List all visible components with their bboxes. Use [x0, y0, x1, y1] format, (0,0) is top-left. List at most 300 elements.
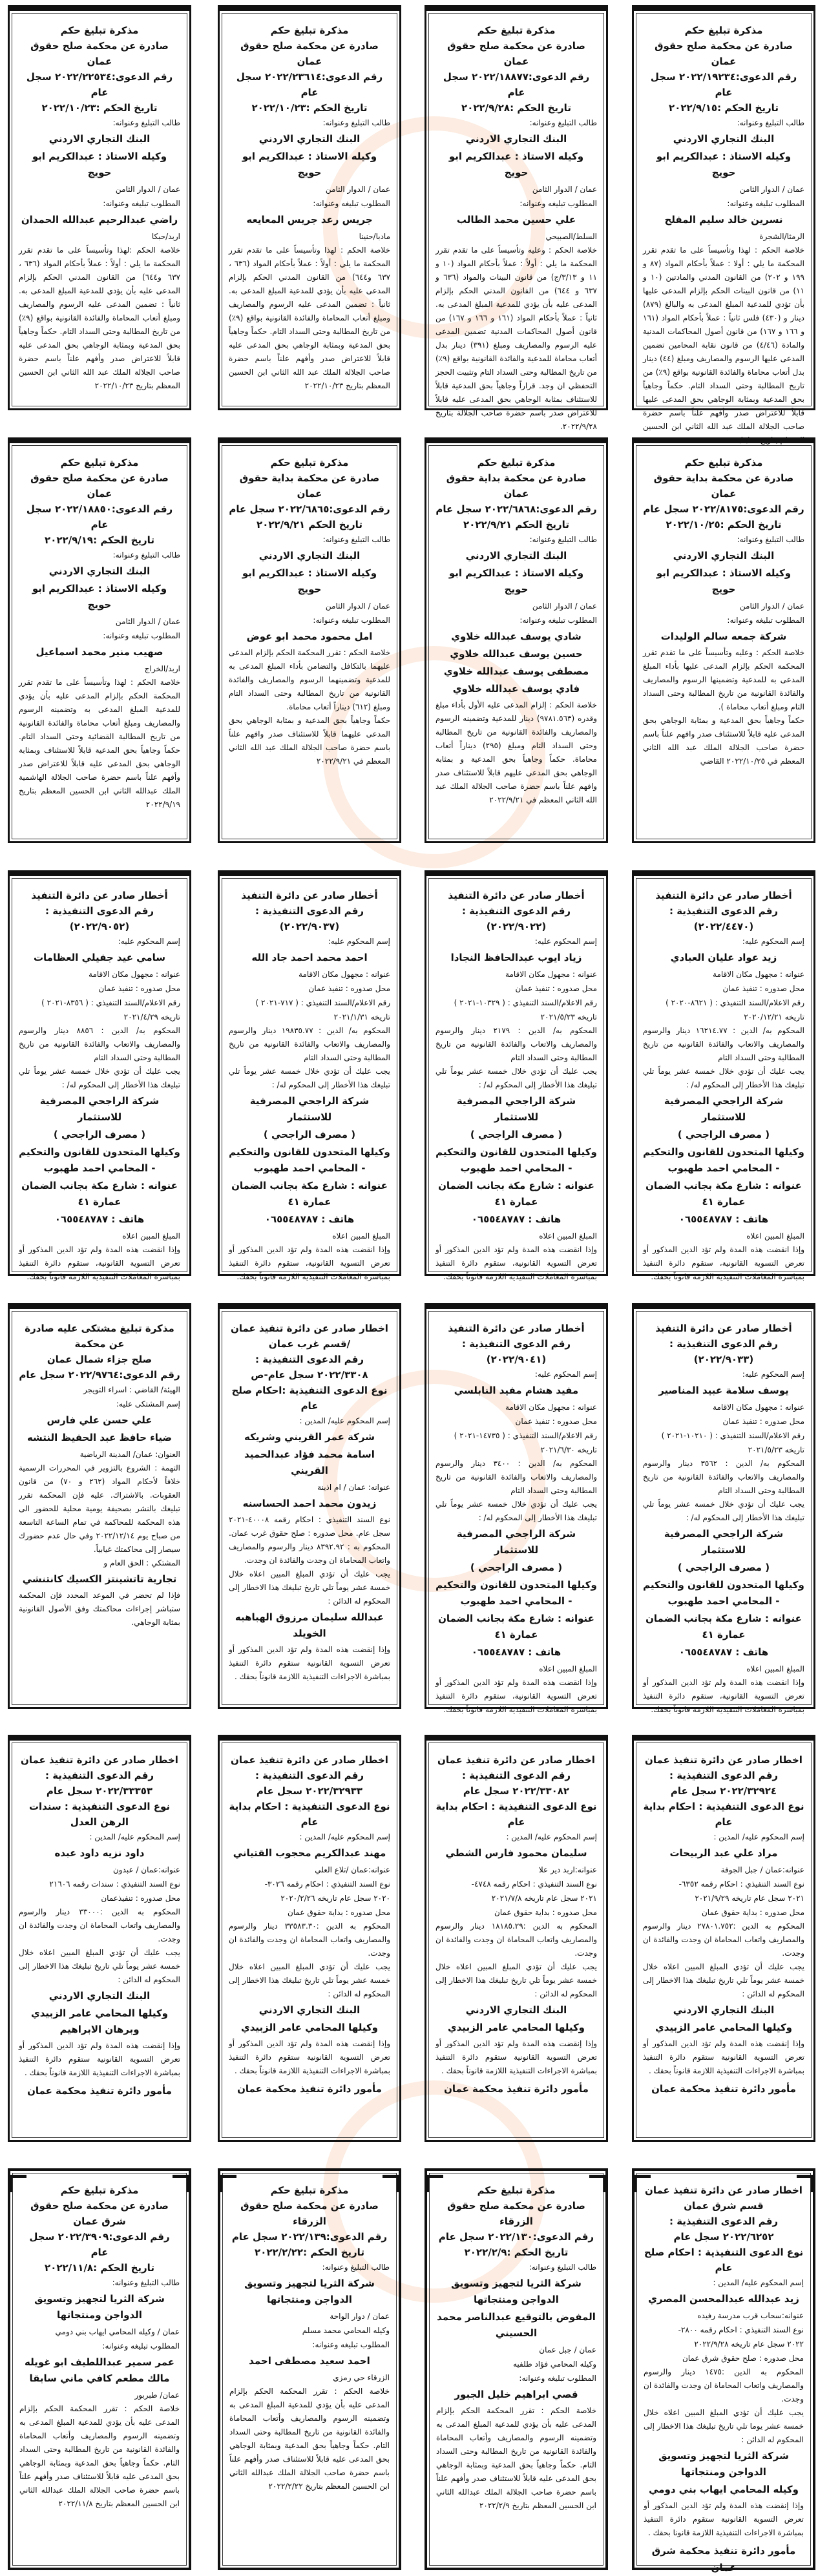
notice-paragraph: المحكوم به/ الدين : ١٦٢١٤.٧٧ دينار والرسوم والمصاريف والاتعاب والفائدة القانونية من تاريخ المطالبة وحتى السداد التام — [643, 1026, 804, 1062]
notice-paragraph: نوع السند التنفيذي : احكام رقمه ٤٠٠٠٨-٢٠٢١ سجل عام. محل صدوره : صلح حقوق غرب عمان. المحكوم به : ٨٣٩٢.٩٢ دينار والرسوم والمصاريف واتعاب المحاماة ان وجدت والفائدة ان وجدت. — [229, 1515, 390, 1565]
notice-paragraph: وإذا إنقضت هذه المدة ولم تؤد الدين المذكور أو تعرض التسوية القانونية ستقوم دائرة التنفيذ بمباشرة الاجراءات التنفيذية اللازمة قانوناً بحقك . — [229, 2039, 390, 2075]
notice-paragraph: حكماً وجاهياً بحق المدعية و بمثابة الوجاهي بحق المدعى عليهما قابلاً للاستئناف صدر وافهم علناً باسم حضرة صاحب الجلالة الملك عبد الله الثاني المعظم في ٢٠٢٢/٩/٢١ — [229, 716, 390, 766]
notice-paragraph: يجب عليك أن تؤدي المبلغ المبين اعلاه خلال خمسة عشر يوماً تلي تاريخ تبليغك هذا الاخطار إلى المحكوم له الدائن : — [229, 1962, 390, 1998]
field-label: إسم المحكوم عليه: — [742, 1370, 804, 1379]
party-name: شركة الراجحي المصرفية للاستثمار — [456, 1528, 576, 1556]
field-label: تاريخه ٢٠٢١/٥/٢٣ — [748, 1445, 804, 1454]
notice-paragraph: وإذا انقضت هذه المدة ولم تؤد الدين المذكور أو تعرض التسوية القانونية، ستقوم دائرة التنفيذ بمباشرة المعاملات التنفيذية اللازمة قانوناً بحقك. — [435, 1678, 597, 1714]
field-label: تاريخه ٢٠٢١/٥/٢٣ — [540, 1012, 597, 1021]
party-name: فادي يوسف عبدالله خلاوي — [452, 683, 580, 695]
notice-signature: مأمور دائرة تنفيذ محكمة عمان — [237, 2083, 382, 2095]
notice-heading: مذكرة تبليغ حكم — [684, 25, 763, 36]
notice-frame — [12, 445, 187, 839]
field-label: ٢٠٢٠ سجل عام تاريخه ٢٠٢٠/٢/٢٦ — [280, 1894, 390, 1903]
legal-notice — [8, 2168, 191, 2570]
party-name: جريس رعد جريس المعايعه — [246, 214, 373, 225]
notice-heading: اخطار صادر عن دائرة تنفيذ عمان — [231, 1754, 388, 1766]
field-label: إسم المحكوم عليه/ المدين : — [713, 2278, 804, 2287]
notice-frame — [636, 445, 812, 839]
field-label: محل صدوره : بداية حقوق عمان — [701, 1908, 804, 1917]
notice-heading: رقم الدعوى التنفيذية : — [461, 905, 571, 917]
notice-paragraph: المحكوم به الدين :٣٣٠٠٠ دينار والرسوم والمصاريف واتعاب المحاماة ان وجدت والفائدة ان وجدت. — [19, 1907, 180, 1943]
notice-heading: قسم شرق عمان — [684, 2200, 764, 2212]
party-name: داود نزيه داود عبده — [54, 1847, 145, 1859]
field-label: المطلوب تبليغه وعنوانه: — [519, 2374, 596, 2383]
party-name: البنك التجاري الاردني — [465, 550, 567, 561]
field-label: ٢٠٢١ سجل عام تاريخه ٢٠٢١/٧/٨ — [491, 1894, 597, 1903]
notice-heading: رقم الدعوى:٢٠٢٢/٣٩٠٩ سجل عام — [29, 2231, 170, 2258]
party-name: علي حسن علي فارس — [47, 1414, 152, 1426]
notice-paragraph: وإذا انقضت هذه المدة ولم تؤد الدين المذكور أو تعرض التسوية القانونية، ستقوم دائرة التنفيذ بمباشرة المعاملات التنفيذية اللازمة قانوناً بحقك. — [643, 1245, 804, 1281]
party-name: عنوانه : شارع مكة بجانب الضمان عمارة ٤١ — [645, 1180, 802, 1208]
notice-heading: صلح جزاء شمال عمان — [47, 1354, 152, 1365]
field-label: محل صدوره : تنفيذعمان — [101, 1894, 180, 1903]
notice-frame — [12, 878, 187, 1281]
notice-heading: أخطار صادر عن دائرة التنفيذ — [655, 1323, 792, 1334]
notice-heading: صادرة عن محكمة صلح حقوق عمان — [447, 40, 585, 67]
notice-heading: (٢٠٢٢/٩٠٣٣) — [693, 1354, 754, 1365]
notice-frame — [428, 13, 604, 431]
notice-heading: مذكرة تبليغ حكم — [477, 2184, 556, 2196]
legal-notice — [425, 437, 608, 843]
field-label: عمان / دوار الواحة — [330, 2312, 390, 2321]
party-name: البنك التجاري الاردني — [673, 133, 775, 145]
notice-paragraph: المحكوم به الدين :٣٣٥٨٣.٣٠ دينار والرسوم والمصاريف واتعاب المحاماة ان وجدت والفائدة ان وجدت. — [229, 1922, 390, 1958]
party-name: وكيلها المتحدون للقانون والتحكيم - المحامي احمد طهبوب — [229, 1146, 390, 1174]
field-label: المبلغ المبين اعلاه — [746, 1664, 804, 1673]
party-name: زيد عبدالله عبدالمحسن المصري — [648, 2293, 799, 2305]
notice-paragraph: المحكوم به/ الدين : ٨٨٥٦ دينار والرسوم والمصاريف والاتعاب والفائدة القانونية من تاريخ المطالبة وحتى السداد التام — [19, 1026, 180, 1062]
notice-heading: مذكرة تبليغ حكم — [60, 2184, 139, 2196]
notice-heading: مذكرة تبليغ حكم — [60, 25, 139, 36]
notice-paragraph: التهمة : الشروع بالتزوير في المحررات الرسمية خلافاً لأحكام المواد (٢٦٢ و ٧٠) من قانون العقوبات. بالاشتراك. عليه فإن المحكمة تقرر تبليغك بالنشر بصحيفة يومية محلية للحضور الى هذه المحكمة للمحاكمة في تمام الساعة التاسعة من صباح يوم ٢٠٢٢/١٢/١٤ وفي حال عدم حضورك سيصار إلى محاكمتك غيابياً. — [19, 1463, 180, 1554]
field-label: إسم المحكوم عليه/ المدين : — [299, 1416, 390, 1425]
party-name: حسين يوسف عبدالله خلاوي — [450, 648, 583, 660]
notice-heading: مذكرة تبليغ حكم — [684, 457, 763, 468]
notice-heading: صادرة عن محكمة صلح حقوق الزرقاء — [240, 2200, 379, 2227]
field-label: عنوانه:اربد دير علا — [538, 1865, 597, 1874]
field-label: طالب التبليغ وعنوانه: — [112, 550, 180, 560]
party-name: البنك التجاري الاردني — [48, 565, 151, 577]
field-label: رقم الاعلام/السند التنفيذي : ( ١٠٢١٠-٢٠٢١ ) — [661, 1431, 804, 1440]
notice-heading: ٢٠٢٢/٣٣٠٨ سجل عام-ص — [251, 1369, 368, 1381]
notice-heading: رقم الدعوى التنفيذية : — [461, 1770, 571, 1781]
legal-notice — [8, 437, 191, 843]
party-name: هاتف : ٠٦٥٥٤٨٧٨٧ — [678, 1646, 769, 1658]
notice-frame — [12, 1311, 187, 1705]
notice-heading: رقم الدعوى التنفيذية : — [255, 1354, 364, 1365]
field-label: رقم الاعلام/السند التنفيذي : ( ٨٦٢١-٢٠٢٠ ) — [666, 998, 804, 1007]
notice-heading: صادرة عن محكمة بداية حقوق عمان — [446, 472, 587, 499]
notice-paragraph: فإذا لم تحضر في الموعد المحدد فإن المحكمة ستباشر إجراءات محاكمتك وفق الأصول القانونية بمثابة الوجاهي. — [19, 1591, 180, 1627]
field-label: عمان / الدوار الثامن — [325, 185, 390, 194]
field-label: عمان/ طبربور — [134, 2391, 180, 2400]
notice-heading: رقم الدعوى التنفيذية : — [461, 1338, 571, 1350]
notice-heading: تاريخ الحكم :٢٠٢٢/٩/٢٨ — [461, 102, 571, 114]
notice-paragraph: يجب عليك أن تؤدي خلال خمسة عشر يوماً تلي تبليغك هذا الأخطار إلى المحكوم له/ : — [643, 1067, 804, 1089]
party-name: مهند عبدالكريم محجوب القتياني — [233, 1847, 386, 1859]
notice-heading: مذكرة تبليغ حكم — [60, 457, 139, 468]
notice-paragraph: خلاصة الحكم : إلزام المدعى عليه الأول بأداء مبلغ وقدره (٩٧٨١.٥٦٣) دينار للمدعية وتضمينه الرسوم والمصاريف والفائدة القانونية من تاريخ المطالبة وحتى السداد التام ومبلغ (٢٩٥) ديناراً أتعاب محاماة. حكماً وجاهياً بحق المدعية و بمثابة الوجاهي بحق المدعى عليهم قابلاً للاستئناف صدر وافهم علناً باسم حضرة صاحب الجلالة الملك عبد الله الثاني المعظم في ٢٠٢٢/٩/٢١ — [435, 700, 597, 804]
notice-heading: أخطار صادر عن دائرة التنفيذ — [241, 890, 378, 901]
notice-paragraph: خلاصة الحكم :لهذا وتأسيساً على ما تقدم تقرر المحكمة ما يلي : أولاً : عملاً بأحكام المواد (٦٣٦ ، ٦٣٧ و٦٤٤) من القانون المدني الحكم بإلزام المدعى عليه بأن يؤدي للمدعية المبلغ المدعى به. ثانياً : تضمين المدعى عليه الرسوم والمصاريف ومبلغ أتعاب المحاماة والفائدة القانونية بواقع (٩٪) من تاريخ المطالبة وحتى السداد التام. حكماً وجاهياً بحق المدعية وبمثابة الوجاهي بحق المدعى عليه قابلاً للاعتراض صدر وأفهم علناً باسم حضرة صاحب الجلالة الملك عبد الله الثاني ابن الحسين المعظم بتاريخ ٢٠٢٢/١٠/٢٣ — [19, 246, 180, 390]
notice-heading: رقم الدعوى:٢٠٢٢/١٩٢٣٤ سجل عام — [650, 71, 797, 98]
notice-heading: صادرة عن محكمة صلح حقوق عمان — [30, 472, 169, 499]
notice-heading: رقم الدعوى التنفيذية : — [45, 1770, 154, 1781]
field-label: المطلوب تبليغه وعنوانه: — [313, 616, 390, 625]
notice-heading: (٢٠٢٢/٤٤٧٠) — [693, 921, 754, 932]
notice-heading: أخطار صادر عن دائرة التنفيذ — [31, 890, 168, 901]
notice-heading: ٢٠٢٢/٣٣٠٨٢ سجل عام — [463, 1785, 570, 1797]
party-name: شركة الثريا لتجهيز وتسويق الدواجن ومنتجاتها — [451, 2278, 582, 2305]
notice-frame — [636, 1743, 812, 2138]
party-name: زياد ايوب عبدالحافظ النجادا — [450, 952, 582, 963]
notice-heading: صادرة عن محكمة صلح حقوق عمان — [240, 40, 379, 67]
legal-notice — [425, 1303, 608, 1714]
legal-notice — [8, 1735, 191, 2142]
party-name: زيد عواد عليان العبادي — [670, 952, 777, 963]
field-label: نوع السند التنفيذي : احكام رقمه ٣٠٢٦- — [264, 1880, 390, 1889]
field-label: وكيله المحامي فؤاد طلفيه — [513, 2360, 596, 2369]
notice-heading: نوع الدعوى التنفيذية : سندات الرهن العدل — [28, 1801, 171, 1828]
notice-heading: ٢٠٢٢/٣٢٩٢٤ سجل عام — [670, 1785, 777, 1797]
party-name: وكيله الاستاذ : عبدالكريم ابو حويج — [32, 151, 167, 178]
field-label: عمان / الدوار الثامن — [115, 617, 180, 626]
field-label: محل صدوره : تنفيذ عمان — [722, 1417, 804, 1426]
field-label: إسم المحكوم عليه: — [742, 937, 804, 946]
party-name: شركة الثريا لتجهيز وتسويق الدواجن ومنتجاتها — [34, 2293, 165, 2321]
notice-paragraph: وإذا إنقضت هذه المدة ولم تؤد الدين المذكور أو تعرض التسوية القانونية ستقوم دائرة التنفيذ بمباشرة الاجراءات التنفيذية اللازمة قانوناً بحقك . — [229, 1645, 390, 1681]
legal-notice — [8, 870, 191, 1281]
notice-heading: تاريخ الحكم :٢٠٢٢/١٠/٢٣ — [251, 102, 368, 114]
field-label: إسم المحكوم عليه/ المدين : — [299, 1832, 390, 1841]
field-label: عمان / الدوار الثامن — [532, 602, 597, 611]
party-name: هاتف : ٠٦٥٥٤٨٧٨٧ — [678, 1213, 769, 1225]
field-label: إسم المحكوم عليه/ المدين : — [506, 1832, 597, 1841]
notice-heading: مذكرة تبليغ حكم — [270, 25, 349, 36]
notice-heading: ٢٠٢٢/٣٣٣٥٣ سجل عام — [46, 1785, 153, 1797]
notice-paragraph: وإذا إنقضت هذه المدة ولم تؤد الدين المذكور أو تعرض التسوية القانونية ستقوم دائرة التنفيذ بمباشرة الاجراءات التنفيذية اللازمة قانونا بحقك . — [644, 2501, 804, 2537]
field-label: المطلوب تبليغه وعنوانه: — [727, 199, 804, 208]
party-name: وكيله الاستاذ : عبدالكريم ابو حويج — [656, 151, 792, 178]
party-name: عنوانه : شارع مكة بجانب الضمان عمارة ٤١ — [231, 1180, 388, 1208]
party-name: شركة الثريا لتجهيز وتسويق الدواجن ومنتجاتها — [244, 2278, 375, 2305]
field-label: المطلوب تبليغه وعنوانه: — [313, 199, 390, 208]
field-label: نوع السند التنفيذي : سندات رقمه ٢١٦٠٦ — [49, 1880, 180, 1889]
field-label: إسم المحكوم عليه/ المدين : — [89, 1832, 180, 1841]
field-label: محل صدوره : بداية حقوق عمان — [287, 1908, 390, 1917]
notice-heading: صادرة عن محكمة صلح حقوق عمان — [655, 40, 793, 67]
field-label: طالب التبليغ وعنوانه: — [112, 118, 180, 127]
party-name: ( مصرف الراجحي ) — [263, 1129, 356, 1140]
notice-frame — [222, 445, 397, 839]
party-name: وكيله الاستاذ : عبدالكريم ابو حويج — [448, 151, 584, 178]
notice-heading: رقم الدعوى التنفيذية : — [669, 1338, 779, 1350]
field-label: تاريخه ٢٠٢١/٦/٣٠ — [540, 1445, 597, 1454]
field-label: محل صدوره : صلح حقوق شرق عمان — [682, 2354, 804, 2363]
notice-paragraph: المحكوم به الدين :٢٧٨٠١.٧٥٢ دينار والرسوم والمصاريف واتعاب المحاماة ان وجدت والفائدة ان وجدت. — [643, 1922, 805, 1958]
field-label: عمان / الدوار الثامن — [739, 185, 804, 194]
notice-heading: اخطار صادر عن دائرة تنفيذ عمان — [645, 2184, 802, 2196]
party-name: البنك التجاري الاردني — [465, 2004, 567, 2016]
notice-heading: تاريخ الحكم :٢٠٢٢/١٠/٢٣ — [41, 102, 158, 114]
party-name: شادي يوسف عبدالله خلاوي — [451, 631, 582, 642]
party-name: راضي عبدالرحيم عبدالله الحمدان — [21, 214, 178, 225]
party-name: صهيب منير محمد اسماعيل — [36, 646, 163, 658]
notice-heading: صادرة عن محكمة بداية حقوق عمان — [239, 472, 380, 499]
notice-heading: صادرة عن محكمة بداية حقوق عمان — [653, 472, 794, 499]
party-name: وكيلها المتحدون للقانون والتحكيم - المحامي احمد طهبوب — [435, 1146, 597, 1174]
party-name: ( مصرف الراجحي ) — [53, 1129, 146, 1140]
party-name: زيدون محمد احمد الحساسنه — [242, 1498, 377, 1509]
party-name: احمد محمد احمد جاد الله — [251, 952, 368, 963]
field-label: السلط/الصبيحي — [545, 232, 597, 241]
field-label: عنوانه : مجهول مكان الاقامة — [713, 1403, 804, 1412]
notice-paragraph: خلاصة الحكم : تقرر المحكمة الحكم بإلزام المدعى عليه بأن يؤدي للمدعية المبلغ المدعى به وتضمينه الرسوم والمصاريف وأتعاب المحاماة والفائدة القانونية من تاريخ المطالبة وحتى السداد التام. حكماً وجاهياً بحق المدعية وبمثابة الوجاهي بحق المدعى عليه قابلاً للاستئناف صدر وأفهم علناً باسم حضرة صاحب الجلالة الملك عبدالله الثاني ابن الحسين المعظم بتاريخ ٢٠٢٢/٢/٩ — [436, 2406, 596, 2510]
notice-frame — [636, 1311, 812, 1714]
party-name: وكيلها المحامي عامر الزبيدي — [655, 2022, 792, 2033]
field-label: طالب التبليغ وعنوانه: — [529, 535, 597, 544]
notice-heading: ٢٠٢٢/٣٢٩٣٣ سجل عام — [256, 1785, 363, 1797]
party-name: البنك التجاري الاردني — [465, 133, 567, 145]
notice-heading: تاريخ الحكم :٢٠٢٢/٢/٩ — [464, 2246, 569, 2258]
notice-heading: صادرة عن محكمة صلح حقوق الزرقاء — [447, 2200, 585, 2227]
field-label: محل صدوره : تنفيذ عمان — [515, 984, 597, 993]
party-name: علي حسين محمد الطالب — [456, 214, 576, 225]
notice-paragraph: وإذا انقضت هذه المدة ولم تؤد الدين المذكور أو تعرض التسوية القانونية، ستقوم دائرة التنفيذ بمباشرة المعاملات التنفيذية اللازمة قانوناً بحقك. — [435, 1245, 597, 1281]
party-name: وكيلها المحامي عامر الزبيدي — [448, 2022, 585, 2033]
notice-paragraph: وإذا انقضت هذه المدة ولم تؤد الدين المذكور أو تعرض التسوية القانونية، ستقوم دائرة التنفيذ بمباشرة المعاملات التنفيذية اللازمة قانوناً بحقك. — [643, 1678, 804, 1714]
party-name: وكيلها المتحدون للقانون والتحكيم - المحامي احمد طهبوب — [643, 1579, 804, 1607]
notice-heading: تاريخ الحكم :٢٠٢٢/١٠/٢٥ — [666, 519, 782, 530]
field-label: رقم الاعلام/السند التنفيذي : ( ١٤٧٣٥-٢٠٢١ ) — [454, 1431, 597, 1440]
party-name: شركة الراجحي المصرفية للاستثمار — [39, 1095, 160, 1123]
notice-frame — [222, 13, 397, 406]
notice-heading: تاريخ الحكم :٢٠٢٢/٩/١٥ — [669, 102, 779, 114]
notice-frame — [12, 2173, 187, 2566]
party-name: شركة جمعه سالم الوليدات — [660, 631, 787, 642]
party-name: وكيلها المحامي عامر الزبيدي — [241, 2022, 378, 2033]
notice-paragraph: يجب عليك أن تؤدي المبلغ المبين اعلاه خلال خمسة عشر يوماً تلي تاريخ تبليغك هذا الاخطار إلى المحكوم له الدائن : — [19, 1948, 180, 1984]
field-label: المطلوب تبليغه وعنوانه: — [519, 616, 597, 625]
field-label: إسم المحكوم عليه: — [118, 937, 180, 946]
party-name: اسامة محمد فؤاد عبدالحميد القريني — [244, 1449, 375, 1476]
notice-heading: مذكرة تبليغ حكم — [477, 457, 556, 468]
notice-paragraph: المحكوم به الدين :١٨١٨٥.٢٩ دينار والرسوم والمصاريف واتعاب المحاماة ان وجدت والفائدة ان وجدت. — [435, 1922, 597, 1958]
party-name: مراد علي عبد الربيحات — [669, 1847, 778, 1859]
legal-notice — [632, 1303, 815, 1714]
notice-heading: رقم الدعوى:٢٠٢٢/١٣٩ سجل عام — [231, 2231, 388, 2243]
field-label: عنوانه:عمان /تلاع العلي — [315, 1865, 390, 1874]
notice-paragraph: المحكوم به/ الدين : ٣٤٠٠ دينار والرسوم والمصاريف والاتعاب والفائدة القانونية من تاريخ المطالبة وحتى السداد التام — [435, 1459, 597, 1495]
party-name: وكيلها المتحدون للقانون والتحكيم - المحامي احمد طهبوب — [435, 1579, 597, 1607]
notice-heading: رقم الدعوى التنفيذية : — [669, 905, 779, 917]
party-name: عبدالله سليمان مرزوق الهباهبه الخويلد — [235, 1611, 384, 1639]
field-label: المبلغ المبين اعلاه — [539, 1231, 597, 1241]
notice-paragraph: خلاصة الحكم : لهذا وتأسيساً على ما تقدم تقرر المحكمة ما يلي : أولاً : عملاً بأحكام المواد (٦٣٦ ، ٦٣٧ و٦٤٤) من القانون المدني الحكم بإلزام المدعى عليه بأن يؤدي للمدعية المبلغ المدعى به. ثانياً : تضمين المدعى عليه الرسوم والمصاريف ومبلغ أتعاب المحاماة والفائدة القانونية بواقع (٩٪) من تاريخ المطالبة وحتى السداد التام. حكماً وجاهياً بحق المدعية وبمثابة الوجاهي بحق المدعى عليه قابلاً للاعتراض صدر وأفهم علناً باسم حضرة صاحب الجلالة الملك عبد الله الثاني ابن الحسين المعظم بتاريخ ٢٠٢٢/١٠/٢٣ — [229, 246, 390, 390]
party-name: البنك التجاري الاردني — [48, 1990, 151, 2002]
notice-paragraph: يجب عليك أن تؤدي خلال خمسة عشر يوماً تلي تبليغك هذا الأخطار إلى المحكوم له/ : — [435, 1067, 597, 1089]
party-name: مصطفى يوسف عبدالله خلاوي — [443, 665, 589, 677]
notice-heading: مذكرة تبليغ مشتكى عليه صادرة عن محكمة — [25, 1323, 174, 1350]
notice-frame — [636, 13, 812, 445]
party-name: البنك التجاري الاردني — [258, 2004, 361, 2016]
notice-heading: تاريخ الحكم ٢٠٢٢/٩/٢١ — [257, 519, 362, 530]
party-name: عنوانه : شارع مكة بجانب الضمان عمارة ٤١ — [645, 1613, 802, 1640]
notice-heading: رقم الدعوى:٢٠٢٢/٢٢٥٣٤ سجل عام — [26, 71, 173, 98]
notice-paragraph: خلاصة الحكم : وعليه وتأسيساً على ما تقدم تقرر المحكمة ما يلي : أولاً : عملاً بأحكام المواد (١٠ و ١١ و ٣/١٣/ج) من قانون البينات والمواد (٦٣٦ و ٦٣٧ و ٦٤٤) من القانون المدني الحكم بإلزام المدعى عليه بأن يؤدي للمدعية المبلغ المدعى به. ثانياً : عملاً بأحكام المواد (١٦١ و ١٦٦ و ١٦٧) من قانون أصول المحاكمات المدنية تضمين المدعى عليه الرسوم والمصاريف ومبلغ (٣٩١) دينار بدل أتعاب محاماة للمدعية والفائدة القانونية بواقع (٩٪) من تاريخ المطالبة وحتى السداد التام وتثبيت الحجز التحفظي ان وجد. قراراً وجاهياً بحق المدعية قابلاً للاستئناف بمثابة الوجاهي بحق المدعى عليه قابلاً للاعتراض صدر باسم حضرة صاحب الجلالة بتاريخ ٢٠٢٢/٩/٢٨. — [435, 246, 598, 431]
field-label: طالب التبليغ وعنوانه: — [529, 2263, 596, 2272]
field-label: عمان / الدوار الثامن — [739, 602, 804, 611]
party-name: المفوض بالتوقيع عبدالناصر محمد الحسيني — [437, 2311, 596, 2339]
field-label: نوع السند التنفيذي : احكام رقمه ٦٣٥٢- — [678, 1880, 804, 1889]
party-name: عنوانه : شارع مكة بجانب الضمان عمارة ٤١ — [21, 1180, 178, 1208]
notice-paragraph: خلاصة الحكم : تقرر المحكمة الحكم بإلزام المدعى عليه بأن يؤدي للمدعية المبلغ المدعى به وتضمينه الرسوم والمصاريف وأتعاب المحاماة والفائدة القانونية من تاريخ المطالبة وحتى السداد التام. حكماً وجاهياً بحق المدعية وبمثابة الوجاهي بحق المدعى عليه قابلاً للاستئناف صدر وأفهم علناً باسم حضرة صاحب الجلالة الملك عبدالله الثاني ابن الحسين المعظم بتاريخ ٢٠٢٢/٢/٢٢ — [229, 2387, 390, 2491]
notice-frame — [428, 878, 604, 1281]
field-label: عمان / وكيله المحامي ايهاب بني دومي — [55, 2327, 180, 2336]
field-label: طالب التبليغ وعنوانه: — [112, 2278, 180, 2287]
field-label: اربد/حبكا — [151, 232, 180, 241]
field-label: المبلغ المبين اعلاه — [746, 1231, 804, 1241]
notice-heading: نوع الدعوى التنفيذية : احكام صلح عام — [644, 2246, 804, 2274]
notice-heading: مذكرة تبليغ حكم — [477, 25, 556, 36]
field-label: طالب التبليغ وعنوانه: — [737, 118, 804, 127]
field-label: المبلغ المبين اعلاه — [539, 1664, 597, 1673]
notice-heading: (٢٠٢٢/٩٠٤١) — [486, 1354, 547, 1365]
party-name: البنك التجاري الاردني — [673, 2004, 775, 2016]
field-label: ٢٠٢٢ سجل عام تاريخه ٢٠٢٢/٩/٢٨ — [694, 2340, 804, 2349]
notice-heading: صادرة عن محكمة صلح حقوق عمان — [30, 40, 169, 67]
party-name: امل محمود محمد ابو عوض — [246, 631, 373, 642]
party-name: شركة الثريا لتجهيز وتسويق الدواجن ومنتجاتها — [658, 2450, 789, 2478]
field-label: عنوانه:سحاب قرب مدرسة رفيده — [697, 2311, 804, 2320]
field-label: إسم المحكوم عليه: — [328, 937, 390, 946]
notice-paragraph: المحكوم به/ الدين : ٣٥٦٢ دينار والرسوم والمصاريف والاتعاب والفائدة القانونية من تاريخ المطالبة وحتى السداد التام — [643, 1459, 804, 1495]
notice-paragraph: يجب عليك أن تؤدي خلال خمسة عشر يوماً تلي تبليغك هذا الأخطار إلى المحكوم له/ : — [229, 1067, 390, 1089]
party-name: البنك التجاري الاردني — [48, 133, 151, 145]
field-label: تاريخه ٢٠٢١/٤/٢٩ — [123, 1012, 180, 1021]
field-label: الرمثا/الشجرة — [759, 232, 804, 241]
field-label: عنوانه : مجهول مكان الاقامة — [505, 1403, 597, 1412]
field-label: طالب التبليغ وعنوانه: — [529, 118, 597, 127]
notice-paragraph: يجب عليك أن تؤدي المبلغ المبين اعلاه خلال خمسة عشر يوماً تلي تاريخ تبليغك هذا الاخطار إلى المحكوم له الدائن : — [643, 1962, 804, 1998]
notice-heading: نوع الدعوى التنفيذية : احكام بداية عام — [229, 1801, 390, 1828]
party-name: تجارية تاتشينتز الكسيك كانتنشي — [22, 1573, 177, 1585]
field-label: عنوانه : مجهول مكان الاقامة — [713, 970, 804, 979]
field-label: اربد/الخراج — [144, 664, 180, 673]
party-name: هاتف : ٠٦٥٥٤٨٧٨٧ — [471, 1213, 561, 1225]
legal-notice — [632, 5, 815, 445]
notice-heading: رقم الدعوى:٢٠٢٢/١٣٠ سجل عام — [438, 2231, 594, 2243]
field-label: تاريخه ٢٠٢١/١/٣١ — [333, 1012, 390, 1021]
notice-frame — [429, 2173, 603, 2566]
notice-heading: تاريخ الحكم :٢٠٢٢/١١/٨ — [45, 2262, 154, 2274]
party-name: البنك التجاري الاردني — [258, 550, 361, 561]
notice-frame — [222, 1311, 397, 1705]
field-label: رقم الاعلام/السند التنفيذي : ( ١٠٣٢٩-٢٠٢١ ) — [454, 998, 597, 1007]
notice-paragraph: وإذا إنقضت هذه المدة ولم تؤد الدين المذكور أو تعرض التسوية القانونية ستقوم دائرة التنفيذ بمباشرة الاجراءات التنفيذية اللازمة قانوناً بحقك . — [643, 2039, 804, 2075]
notice-paragraph: يجب عليك أن تؤدي خلال خمسة عشر يوماً تلي تبليغك هذا الأخطار إلى المحكوم له/ : — [435, 1500, 597, 1522]
party-name: شركة الراجحي المصرفية للاستثمار — [664, 1528, 784, 1556]
notice-heading: رقم الدعوى التنفيذية : — [669, 1770, 779, 1781]
party-name: ضياء حافظ عبد الحفيظ النتشه — [26, 1432, 173, 1443]
field-label: الهيئة/ القاضي : اسراء التويجر — [83, 1385, 180, 1394]
notice-heading: صادرة عن محكمة صلح حقوق — [30, 2200, 169, 2212]
field-label: طالب التبليغ وعنوانه: — [322, 2263, 390, 2272]
legal-notice — [218, 870, 401, 1281]
party-name: شركة الراجحي المصرفية للاستثمار — [664, 1095, 784, 1123]
notice-heading: رقم الدعوى التنفيذية : — [255, 1770, 364, 1781]
notice-heading: مذكرة تبليغ حكم — [270, 2184, 349, 2196]
party-name: وكيلها المتحدون للقانون والتحكيم - المحامي احمد طهبوب — [643, 1146, 804, 1174]
party-name: وكيله الاستاذ : عبدالكريم ابو حويج — [656, 567, 792, 595]
field-label: إسم المشتكى عليه: — [116, 1399, 180, 1408]
notice-heading: اخطار صادر عن دائرة تنفيذ عمان /قسم غرب عمان — [231, 1323, 388, 1350]
notice-paragraph: المحكوم به الدين :١٤٧٥ دينار والرسوم والمصاريف واتعاب المحاماة ان وجدت والفائدة ان وجدت. — [644, 2367, 804, 2403]
party-name: وكيله الاستاذ : عبدالكريم ابو حويج — [242, 567, 377, 595]
field-label: رقم الاعلام/السند التنفيذي : ( ٧١٧-٢٠٢١ ) — [255, 998, 390, 1007]
notice-heading: شرق عمان — [73, 2215, 126, 2227]
field-label: عنوانه: عمان / ام اذينة — [317, 1483, 390, 1492]
notice-heading: رقم الدعوى:٢٠٢٢/٨١٧٥ سجل عام — [643, 503, 804, 515]
field-label: محل صدوره : بداية حقوق عمان — [494, 1908, 597, 1917]
party-name: شركة الراجحي المصرفية للاستثمار — [456, 1095, 576, 1123]
party-name: ( مصرف الراجحي ) — [677, 1129, 770, 1140]
field-label: عنوانه : مجهول مكان الاقامة — [89, 970, 180, 979]
notice-heading: ٢٠٢٢/٦٢٥٢ سجل عام — [673, 2231, 774, 2243]
party-name: هاتف : ٠٦٥٥٤٨٧٨٧ — [54, 1213, 145, 1225]
field-label: عمان / جبل عمان — [539, 2345, 596, 2354]
field-label: العنوان: عمان/ المدينة الرياضية — [79, 1450, 180, 1459]
party-name: نسرين خالد سليم المفلح — [664, 214, 783, 225]
field-label: المطلوب تبليغه وعنوانه: — [727, 616, 804, 625]
legal-notice — [425, 2168, 608, 2570]
notice-heading: أخطار صادر عن دائرة التنفيذ — [448, 1323, 585, 1334]
notice-paragraph: حكماً وجاهياً بحق المدعية و بمثابة الوجاهي بحق المدعى عليه قابلاً للاستئناف صدر وافهم علناً باسم حضرة صاحب الجلالة الملك عبد الله الثاني المعظم في ٢٠٢٢/١٠/٢٥ القاضي — [643, 716, 804, 766]
notice-heading: رقم الدعوى:٢٠٢٢/٦٨٦٨ سجل عام — [435, 503, 597, 515]
field-label: وكيله المحامي محمد مسلم — [302, 2326, 390, 2335]
party-name: وكيله الاستاذ : عبدالكريم ابو حويج — [448, 567, 584, 595]
notice-frame — [12, 1743, 187, 2138]
field-label: ٢٠٢١ سجل عام تاريخه ٢٠٢١/٩/٢٩ — [695, 1894, 804, 1903]
field-label: محل صدوره : تنفيذ عمان — [515, 1417, 597, 1426]
notice-frame — [222, 1743, 397, 2138]
notice-paragraph: يجب عليك أن تؤدي المبلغ المبين اعلاه خلال خمسة عشر يوما تلي تاريخ تبليغك هذا الاخطار إلى المحكوم له الدائن : — [644, 2408, 804, 2444]
party-name: احمد سعيد مصطفى احمد — [249, 2355, 370, 2367]
party-name: البنك التجاري الاردني — [258, 133, 361, 145]
notice-frame — [636, 2173, 811, 2573]
field-label: عنوانه : مجهول مكان الاقامة — [505, 970, 597, 979]
notice-paragraph: يجب عليك أن تؤدي خلال خمسة عشر يوماً تلي تبليغك هذا الأخطار إلى المحكوم له/ : — [19, 1067, 180, 1089]
notice-heading: تاريخ الحكم ٢٠٢٢/٩/٢١ — [463, 519, 569, 530]
notice-signature: مأمور دائرة تنفيذ محكمة شرق عمان — [651, 2545, 796, 2573]
legal-notice — [632, 1735, 815, 2142]
notice-paragraph: وإذا إنقضت هذه المدة ولم تؤد الدين المذكور أو تعرض التسوية القانونية ستقوم دائرة التنفيذ بمباشرة الاجراءات التنفيذية اللازمة قانوناً بحقك . — [19, 2041, 180, 2077]
notice-paragraph: خلاصة الحكم : تقرر المحكمة الحكم بإلزام المدعى عليهما بالتكافل والتضامن بأداء المبلغ المدعى به للمدعية وتضمينهما الرسوم والمصاريف والفائدة القانونية من تاريخ المطالبة وحتى السداد التام ومبلغ (٦١٢) ديناراً أتعاب محاماة. — [229, 648, 390, 711]
legal-notice — [218, 5, 401, 410]
notice-heading: رقم الدعوى:٢٠٢٢/١٨٨٥٠ سجل عام — [26, 503, 173, 530]
field-label: محل صدوره : تنفيذ عمان — [98, 984, 180, 993]
notice-heading: رقم الدعوى التنفيذية : — [255, 905, 364, 917]
party-name: ( مصرف الراجحي ) — [470, 1562, 563, 1573]
field-label: مادبا/حنينا — [359, 232, 390, 241]
notice-heading: اخطار صادر عن دائرة تنفيذ عمان — [645, 1754, 802, 1766]
party-name: سليمان محمود فارس الشطي — [445, 1847, 587, 1859]
party-name: شركة الراجحي المصرفية للاستثمار — [249, 1095, 370, 1123]
field-label: طالب التبليغ وعنوانه: — [322, 118, 390, 127]
field-label: المبلغ المبين اعلاه — [122, 1231, 180, 1241]
notice-paragraph: المحكوم به/ الدين : ١٩٨٣٥.٧٧ دينار والرسوم والمصاريف والاتعاب والفائدة القانونية من تاريخ المطالبة وحتى السداد التام — [229, 1026, 390, 1062]
